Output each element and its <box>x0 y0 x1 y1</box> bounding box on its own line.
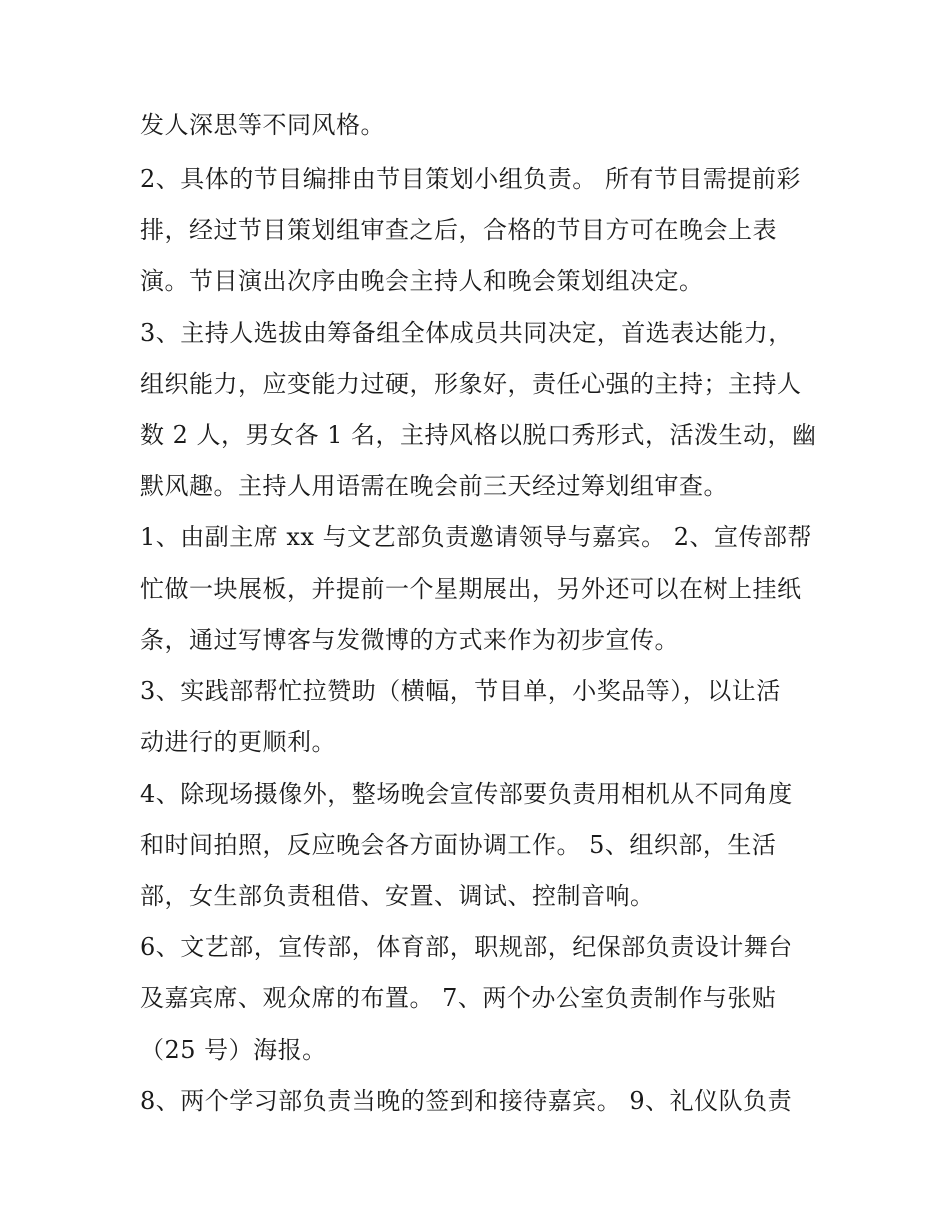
text-line: 演。节目演出次序由晚会主持人和晚会策划组决定。 <box>140 267 704 295</box>
text-line: （25 号）海报。 <box>140 1036 327 1064</box>
text-line: 3、实践部帮忙拉赞助（横幅，节目单，小奖品等），以让活 <box>140 677 781 705</box>
text-line: 和时间拍照，反应晚会各方面协调工作。 5、组织部，生活 <box>140 831 777 859</box>
text-line: 忙做一块展板，并提前一个星期展出，另外还可以在树上挂纸 <box>140 575 802 603</box>
text-line: 4、除现场摄像外，整场晚会宣传部要负责用相机从不同角度 <box>140 780 793 808</box>
text-line: 1、由副主席 xx 与文艺部负责邀请领导与嘉宾。 2、宣传部帮 <box>140 523 812 551</box>
text-line: 动进行的更顺利。 <box>140 728 336 756</box>
text-line: 部，女生部负责租借、安置、调试、控制音响。 <box>140 882 655 910</box>
text-line: 2、具体的节目编排由节目策划小组负责。 所有节目需提前彩 <box>140 165 801 193</box>
text-line: 8、两个学习部负责当晚的签到和接待嘉宾。 9、礼仪队负责 <box>140 1087 793 1115</box>
text-line: 3、主持人选拔由筹备组全体成员共同决定，首选表达能力， <box>140 319 793 347</box>
text-line: 发人深思等不同风格。 <box>140 111 385 139</box>
text-line: 默风趣。主持人用语需在晚会前三天经过筹划组审查。 <box>140 472 728 500</box>
text-line: 条，通过写博客与发微博的方式来作为初步宣传。 <box>140 626 679 654</box>
text-line: 及嘉宾席、观众席的布置。 7、两个办公室负责制作与张贴 <box>140 984 777 1012</box>
text-line: 组织能力，应变能力过硬，形象好，责任心强的主持；主持人 <box>140 370 802 398</box>
text-line: 6、文艺部，宣传部，体育部，职规部，纪保部负责设计舞台 <box>140 933 793 961</box>
text-line: 排，经过节目策划组审查之后，合格的节目方可在晚会上表 <box>140 216 777 244</box>
text-line: 数 2 人，男女各 1 名，主持风格以脱口秀形式，活泼生动，幽 <box>140 421 817 449</box>
